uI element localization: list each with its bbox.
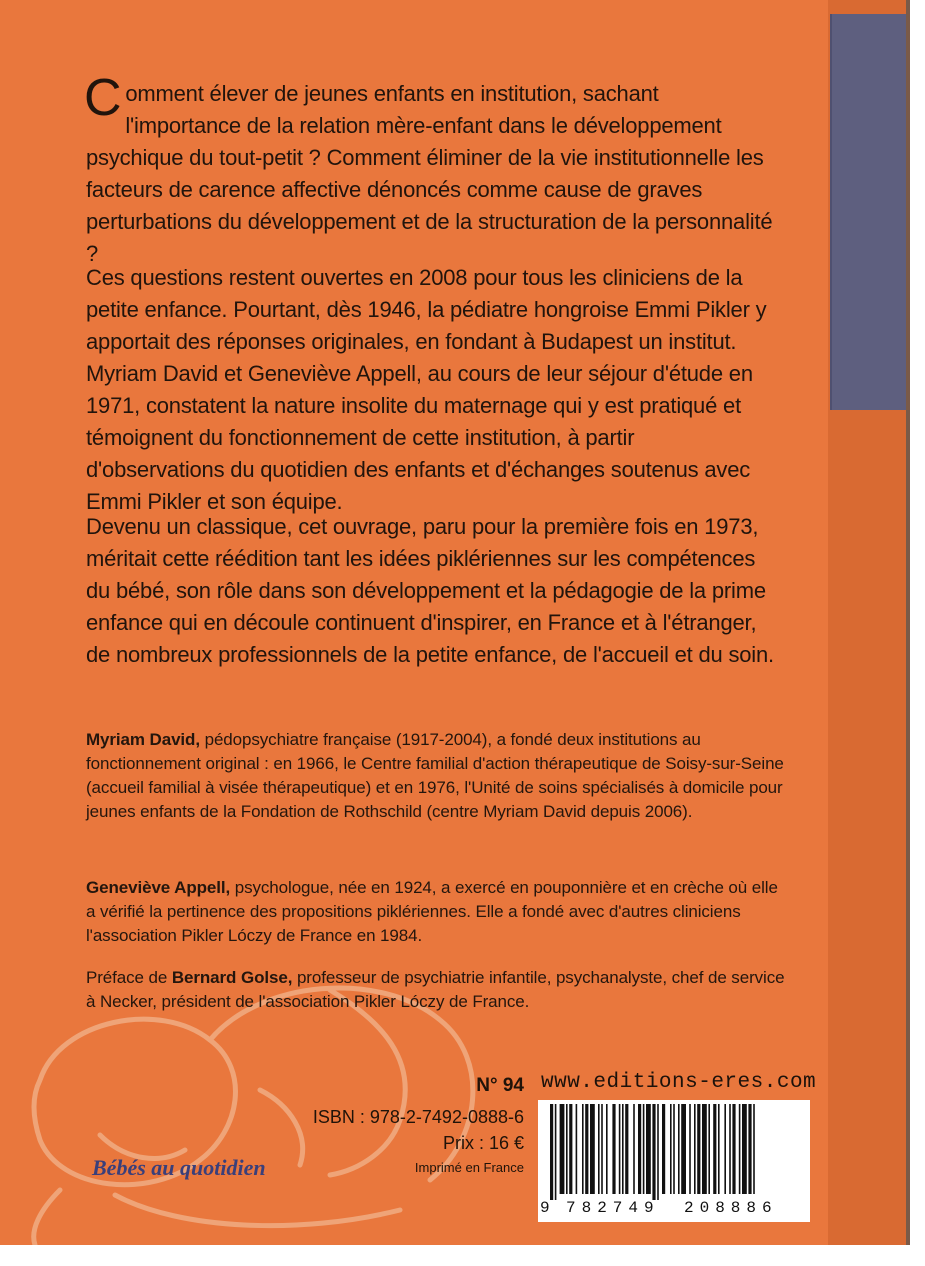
barcode-bar [694,1104,696,1194]
author-name: Myriam David, [86,730,200,749]
paragraph-reissue: Devenu un classique, cet ouvrage, paru pour la première fois en 1973, méritait cette réédition tant les idées piklériennes sur les compétences du bébé, son rôle dans son développement et la pédagogie de la prime enfance qui en découle continuent d'inspirer, en France et à l'étranger, de nombreux professionnels de la petite enfance, de l'accueil et du soin. [86,514,774,667]
barcode-bar [748,1104,751,1194]
barcode-bar [697,1104,700,1194]
barcode-bar [560,1104,565,1194]
barcode-bar [585,1104,588,1194]
price: Prix : 16 € [442,1133,524,1153]
barcode-bar [718,1104,720,1194]
barcode-bar [612,1104,615,1194]
barcode-bar [678,1104,680,1194]
collection-name: Bébés au quotidien [92,1155,266,1180]
printed-in: Imprimé en France [414,1160,524,1175]
barcode-left-group: 782749 [566,1199,660,1217]
series-number: N° 94 [476,1075,524,1096]
author-bio-text: pédopsychiatre française (1917-2004), a fondé deux institutions au fonctionnement original : en 1966, le Centre familial d'action thérapeutique de Soisy-sur-Seine (accueil familial à visée thérapeutique) et en 1976, l'Unité de soins spécialisés à domicile pour jeunes enfants de la Fondation de Rothschild (centre Myriam David depuis 2006). [86,730,784,821]
barcode-bar [708,1104,710,1194]
preface-text: professeur de psychiatrie infantile, psychanalyste, chef de service à Necker, président de l'association Pikler Lóczy de France. [86,968,785,1011]
barcode-bar [713,1104,716,1194]
isbn: ISBN : 978-2-7492-0888-6 [312,1107,524,1127]
author-bio-text: psychologue, née en 1924, a exercé en pouponnière et en crèche où elle a vérifié la pertinence des propositions piklériennes. Elle a fondé avec d'autres cliniciens l'association Pikler Lóczy de France en 1984. [86,878,778,945]
barcode-bar [739,1104,741,1194]
barcode-bar [566,1104,568,1194]
author-name: Geneviève Appell, [86,878,231,897]
intro-paragraph [84,69,776,270]
barcode-bar [753,1104,755,1194]
barcode-bar [576,1104,578,1194]
barcode-bar [622,1104,624,1194]
cover-edge [906,0,910,1245]
barcode-bar [689,1104,691,1194]
barcode-bar [638,1104,641,1194]
barcode-bar [619,1104,621,1194]
barcode-bar [598,1104,600,1194]
paragraph-history: Ces questions restent ouvertes en 2008 pour tous les cliniciens de la petite enfance. Pourtant, dès 1946, la pédiatre hongroise Emmi Pikler y apportait des réponses originales, en fondant à Budapest un institut. Myriam David et Geneviève Appell, au cours de leur séjour d'étude en 1971, constatent la nature insolite du maternage qui y est pratiqué et témoignent du fonctionnement de cette institution, à partir d'observations du quotidien des enfants et d'échanges soutenus avec Emmi Pikler et son équipe. [86,265,767,514]
author-bio-appell [86,876,786,948]
barcode-bar [550,1104,553,1200]
drop-cap: C [84,69,122,127]
barcode-digits [538,1199,810,1221]
barcode-bar [652,1104,655,1200]
barcode-bar [732,1104,735,1194]
barcode-bar [702,1104,707,1194]
intro-text: omment élever de jeunes enfants en institution, sachant l'importance de la relation mère-enfant dans le développement psychique du tout-petit ? Comment éliminer de la vie institutionnelle les facteurs de carence affective dénoncés comme cause de graves perturbations du développement et de la structuration de la personnalité ? [86,81,773,266]
barcode-first-digit: 9 [540,1199,550,1217]
barcode-bar [657,1104,659,1200]
barcode-bar [569,1104,572,1194]
barcode-bar [742,1104,747,1194]
barcode-bar [643,1104,645,1194]
barcode-bars [538,1100,810,1200]
barcode [538,1100,810,1222]
barcode-bar [555,1104,557,1200]
barcode-bar [729,1104,731,1194]
barcode-bar [590,1104,595,1194]
barcode-bar [724,1104,726,1194]
preface-credit [86,966,786,1014]
barcode-bar [633,1104,635,1194]
barcode-right-group: 208886 [684,1199,778,1217]
barcode-bar [673,1104,675,1194]
publisher-website[interactable]: www.editions-eres.com [541,1071,817,1094]
barcode-bar [646,1104,651,1194]
barcode-bar [606,1104,608,1194]
barcode-bar [670,1104,672,1194]
barcode-bar [662,1104,665,1194]
barcode-bar [625,1104,628,1194]
blue-stripe [830,14,908,410]
barcode-bar [601,1104,603,1194]
preface-author: Bernard Golse, [171,968,293,987]
preface-prefix: Préface de [86,968,172,987]
author-bio-david [86,728,786,824]
barcode-bar [582,1104,584,1194]
barcode-bar [681,1104,686,1194]
